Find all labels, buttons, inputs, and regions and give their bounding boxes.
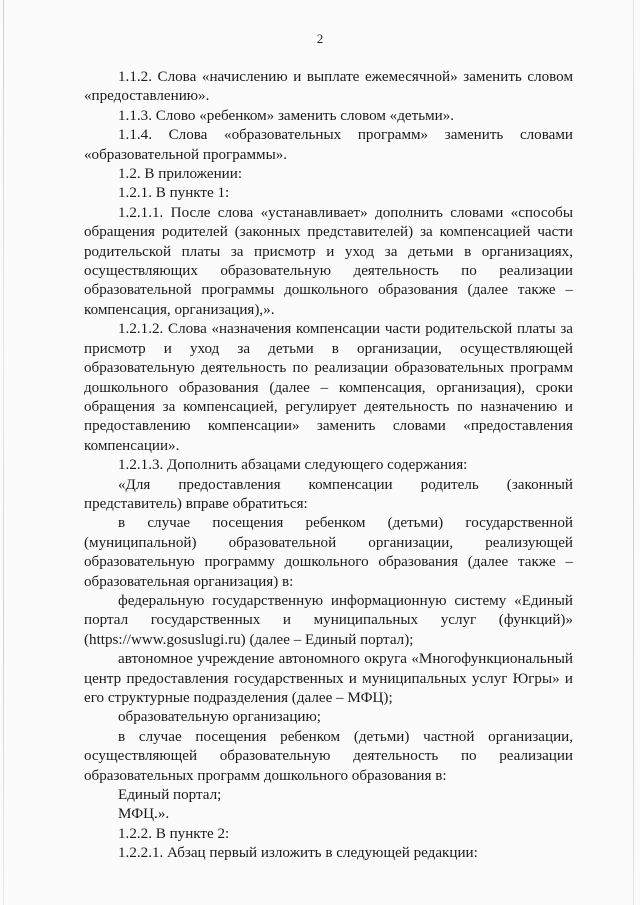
document-body (84, 68, 573, 864)
paragraph: 1.1.2. Слова «начислению и выплате ежемесячной» заменить словом «предоставлению». (84, 69, 573, 105)
scan-edge-left (3, 0, 4, 905)
page-number: 2 (316, 31, 324, 46)
paragraph: 1.2. В приложении: (118, 166, 243, 183)
paragraph: Единый портал; (118, 787, 222, 804)
paragraph: 1.1.3. Слово «ребенком» заменить словом «детьми». (118, 107, 455, 124)
paragraph: 1.2.1.3. Дополнить абзацами следующего содержания: (118, 457, 468, 474)
paragraph: 1.2.1. В пункте 1: (118, 185, 230, 202)
paragraph: образовательную организацию; (118, 709, 321, 726)
paragraph: автономное учреждение автономного округа «Многофункциональный центр предоставления государственных и муниципальных услуг Югры» и его структурные подразделения (далее – МФЦ); (84, 651, 573, 706)
paragraph: федеральную государственную информационную систему «Единый портал государственных и муниципальных услуг (функций)» (https://www.gosuslugi.ru) (далее – Единый портал); (84, 592, 573, 648)
paragraph: 1.2.1.1. После слова «устанавливает» дополнить словами «способы обращения родителей (законных представителей) за компенсацией части родительской платы за присмотр и уход за детьми в организациях, осуществляющих образовательную деятельность по реализации образовательной программы дошкольного образования (далее также – компенсация, организация),». (84, 204, 573, 318)
paragraph: «Для предоставления компенсации родитель (законный представитель) вправе обратиться: (84, 476, 573, 512)
paragraph: 1.2.2.1. Абзац первый изложить в следующей редакции: (118, 845, 478, 862)
paragraph: 1.2.2. В пункте 2: (118, 825, 230, 842)
scan-edge-right (633, 0, 634, 905)
paragraph: 1.1.4. Слова «образовательных программ» заменить словами «образовательной программы». (84, 127, 573, 163)
paragraph: МФЦ.». (118, 806, 170, 823)
paragraph: в случае посещения ребенком (детьми) государственной (муниципальной) образовательной организации, реализующей образовательную программу дошкольного образования (далее также – образовательная организация) в: (84, 515, 573, 590)
paragraph: в случае посещения ребенком (детьми) частной организации, осуществляющей образовательную деятельность по реализации образовательных программ дошкольного образования в: (84, 728, 573, 784)
paragraph: 1.2.1.2. Слова «назначения компенсации части родительской платы за присмотр и уход за детьми в организации, осуществляющей образовательную деятельность по реализации образовательных программ дошкольного образования (далее – компенсация, организация), сроки обращения за компенсацией, регулирует деятельность по назначению и предоставлению компенсации» заменить словами «предоставления компенсации». (84, 321, 573, 454)
